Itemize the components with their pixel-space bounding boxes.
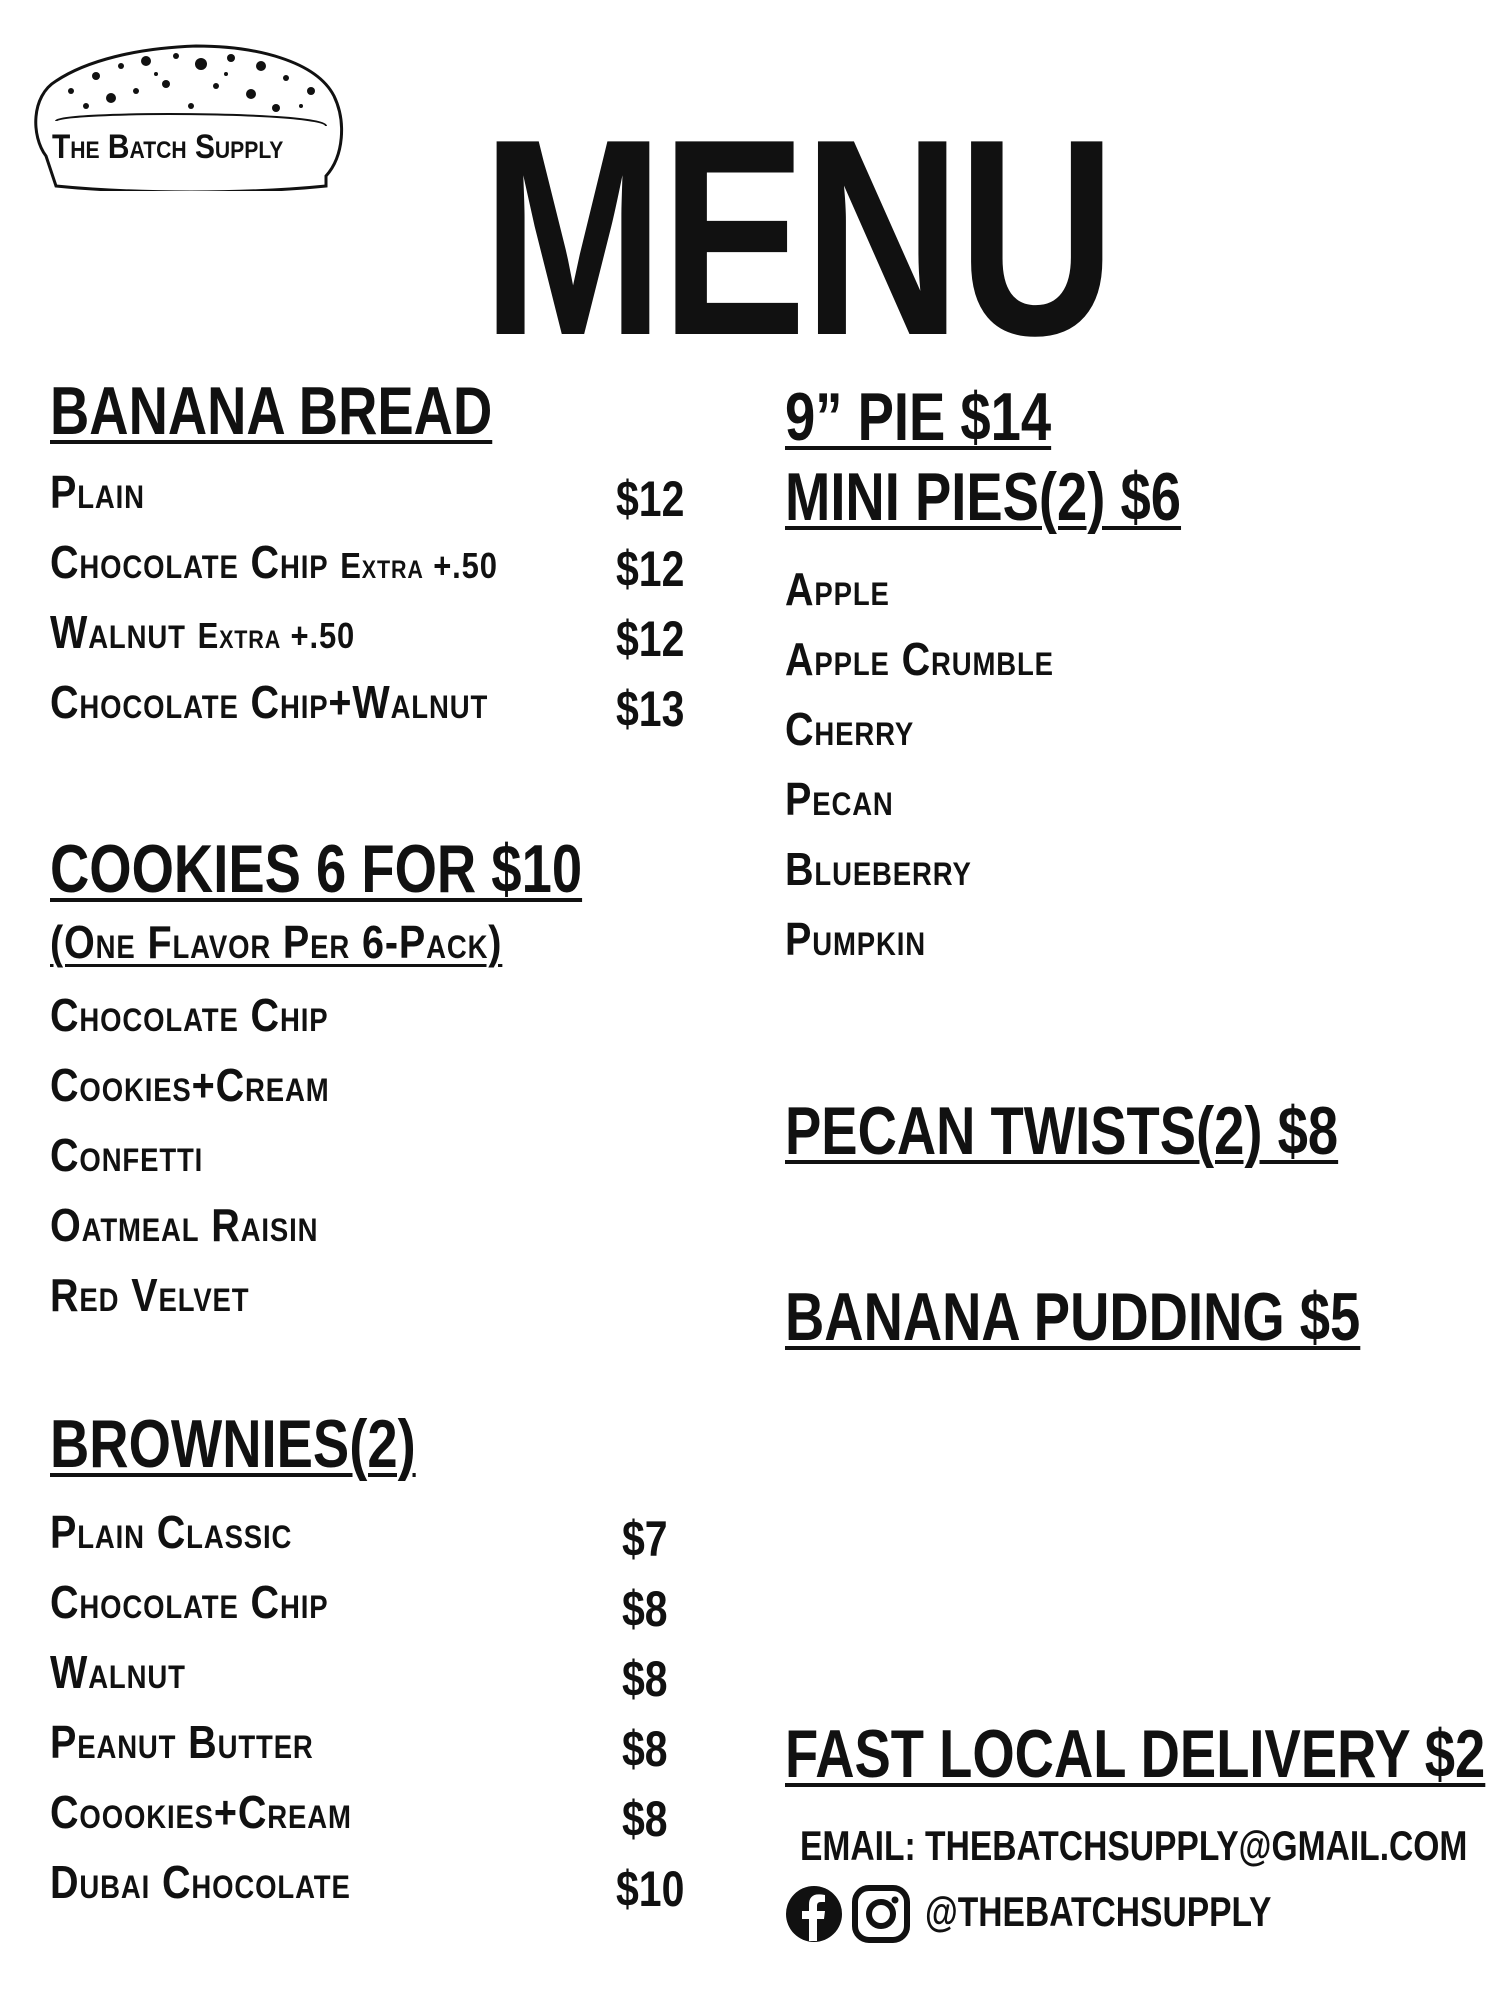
brownie-item: Dubai Chocolate [50,1856,351,1908]
item-name: Plain [50,466,145,518]
logo-text: The Batch Supply [52,128,284,166]
instagram-icon [852,1885,910,1943]
cookies-subheading: (One Flavor Per 6-Pack) [50,916,503,968]
banana-bread-item [50,675,488,729]
banana-bread-heading: BANANA BREAD [50,373,493,449]
page-title: MENU [482,82,1113,394]
pie-item: Pecan [785,773,894,825]
item-price: $8 [622,1721,668,1777]
pie-heading: 9” PIE $14 [785,379,1052,455]
delivery-heading: FAST LOCAL DELIVERY $2 [785,1716,1486,1792]
cookie-item: Oatmeal Raisin [50,1199,319,1251]
contact-email: EMAIL: THEBATCHSUPPLY@GMAIL.COM [800,1822,1468,1869]
item-name: Walnut [50,606,186,658]
item-name: Chocolate Chip+Walnut [50,676,489,728]
item-price: $7 [622,1511,668,1567]
pecan-twists-heading: PECAN TWISTS(2) $8 [785,1093,1339,1169]
brownie-item: Plain Classic [50,1506,293,1558]
item-extra: Extra +.50 [340,545,498,586]
item-name: Chocolate Chip [50,536,329,588]
cookies-heading: COOKIES 6 FOR $10 [50,831,583,907]
social-handle: @THEBATCHSUPPLY [925,1888,1272,1935]
pie-item: Cherry [785,703,915,755]
cookie-item: Confetti [50,1129,204,1181]
banana-bread-item [50,605,355,659]
brownie-item: Coookies+Cream [50,1786,352,1838]
mini-pies-heading: MINI PIES(2) $6 [785,459,1182,535]
cookie-item: Red Velvet [50,1269,250,1321]
item-price: $12 [616,611,685,667]
brownies-heading: BROWNIES(2) [50,1406,416,1482]
item-price: $8 [622,1791,668,1847]
logo-bread-icon [26,36,346,191]
item-price: $8 [622,1581,668,1637]
cookie-item: Chocolate Chip [50,989,329,1041]
item-price: $12 [616,541,685,597]
item-price: $8 [622,1651,668,1707]
brownie-item: Walnut [50,1646,186,1698]
pie-item: Apple Crumble [785,633,1054,685]
item-price: $10 [616,1861,685,1917]
brownie-item: Peanut Butter [50,1716,314,1768]
banana-pudding-heading: BANANA PUDDING $5 [785,1279,1361,1355]
banana-bread-item [50,535,498,589]
item-price: $12 [616,471,685,527]
cookie-item: Cookies+Cream [50,1059,330,1111]
item-extra: Extra +.50 [197,615,356,656]
pie-item: Pumpkin [785,913,926,965]
brownie-item: Chocolate Chip [50,1576,329,1628]
pie-item: Apple [785,563,890,615]
banana-bread-item [50,465,145,519]
pie-item: Blueberry [785,843,972,895]
item-price: $13 [616,681,685,737]
facebook-icon [785,1885,843,1943]
